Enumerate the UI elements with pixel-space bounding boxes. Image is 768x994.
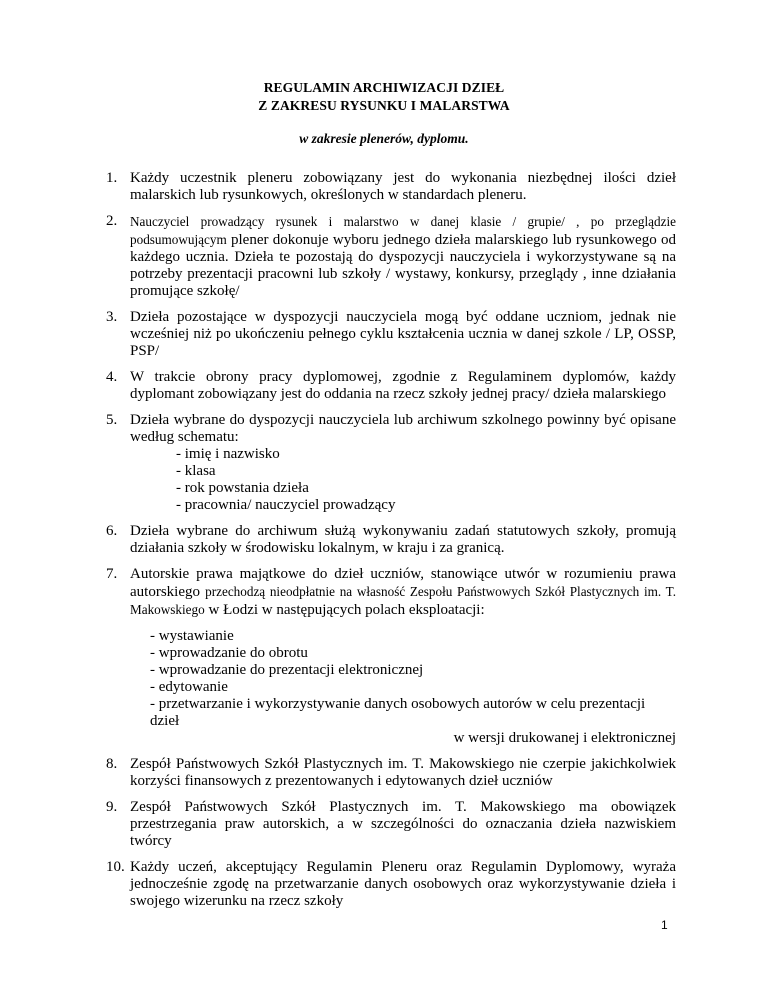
item-body	[130, 566, 676, 747]
list-item-8	[106, 756, 676, 790]
document-title-line2: Z ZAKRESU RYSUNKU I MALARSTWA	[258, 98, 510, 113]
item-number: 7.	[106, 566, 118, 582]
item-text-condensed: Nauczyciel prowadzący rysunek i malarstwo w danej klasie / grupie/ , po przeglądzie podsumowującym	[130, 214, 676, 247]
item-number: 10.	[106, 859, 125, 875]
document-subtitle: w zakresie plenerów, dyplomu.	[299, 131, 469, 146]
item-text	[130, 566, 676, 619]
item-text: Każdy uczeń, akceptujący Regulamin Pleneru oraz Regulamin Dyplomowy, wyraża jednocześnie zgodę na przetwarzanie danych osobowych oraz wykorzystywanie dzieła i swojego wizerunku na rzecz szkoły	[130, 859, 676, 909]
item-text: Każdy uczestnik pleneru zobowiązany jest do wykonania niezbędnej ilości dzieł malarskich lub rysunkowych, określonych w standardach pleneru.	[130, 170, 676, 203]
document-title-line1: REGULAMIN ARCHIWIZACJI DZIEŁ	[263, 80, 505, 95]
exploitation-field: - edytowanie	[150, 679, 228, 695]
item-text: Zespół Państwowych Szkół Plastycznych im. T. Makowskiego nie czerpie jakichkolwiek korzyści finansowych z prezentowanych i edytowanych dzieł uczniów	[130, 756, 676, 789]
schema-field: - rok powstania dzieła	[176, 480, 309, 496]
item-text-rest: plener dokonuje wyboru jednego dzieła malarskiego lub rysunkowego od każdego ucznia. Dzieła te pozostają do dyspozycji nauczyciela i wykorzystywane są na potrzeby prezentacji pracowni lub szkoły / wystawy, konkursy, przeglądy , inne działania promujące szkołę/	[130, 232, 676, 299]
item-body	[130, 412, 676, 514]
item-number: 9.	[106, 799, 118, 815]
item-text: Dzieła wybrane do archiwum służą wykonywaniu zadań statutowych szkoły, promują działania szkoły w środowisku lokalnym, w kraju i za granicą.	[130, 523, 676, 556]
item-number: 6.	[106, 523, 118, 539]
list-item-2	[106, 213, 676, 300]
item-number: 1.	[106, 170, 118, 186]
list-item-3	[106, 309, 676, 360]
item-text	[130, 213, 676, 300]
item-text: Zespół Państwowych Szkół Plastycznych im. T. Makowskiego ma obowiązek przestrzegania praw autorskich, a w szczególności do oznaczania dzieła nazwiskiem twórcy	[130, 799, 676, 849]
list-item-1	[106, 170, 676, 204]
list-item-5	[106, 412, 676, 514]
exploitation-field: - wystawianie	[150, 628, 234, 644]
item-number: 4.	[106, 369, 118, 385]
schema-field: - klasa	[176, 463, 216, 479]
schema-field: - imię i nazwisko	[176, 446, 280, 462]
page-number: 1	[661, 918, 668, 932]
item-text: Dzieła pozostające w dyspozycji nauczyciela mogą być oddane uczniom, jednak nie wcześniej niż po ukończeniu pełnego cyklu kształcenia ucznia w danej szkole / LP, OSSP, PSP/	[130, 309, 676, 359]
list-item-10	[106, 859, 676, 910]
exploitation-field: - przetwarzanie i wykorzystywanie danych osobowych autorów w celu prezentacji dzieł	[150, 696, 646, 729]
item-text-condensed: przechodzą nieodpłatnie na własność Zespołu Państwowych Szkół Plastycznych im. T. Makowskiego	[130, 584, 676, 617]
item-text-part: w Łodzi w następujących polach eksploatacji:	[208, 602, 485, 618]
schema-field: - pracownia/ nauczyciel prowadzący	[176, 497, 396, 513]
item-number: 5.	[106, 412, 118, 428]
item-text: W trakcie obrony pracy dyplomowej, zgodnie z Regulaminem dyplomów, każdy dyplomant zobowiązany jest do oddania na rzecz szkoły jednej pracy/ dzieła malarskiego	[130, 369, 676, 402]
item-text: Dzieła wybrane do dyspozycji nauczyciela lub archiwum szkolnego powinny być opisane według schematu:	[130, 412, 676, 445]
list-item-7	[106, 566, 676, 747]
list-item-6	[106, 523, 676, 557]
item-text-part: Autorskie prawa majątkowe do dzieł uczniów, stanowiące utwór w rozumieniu prawa autorskiego	[130, 566, 676, 600]
item-number: 8.	[106, 756, 118, 772]
exploitation-field: - wprowadzanie do prezentacji elektronicznej	[150, 662, 424, 678]
exploitation-field-continuation: w wersji drukowanej i elektronicznej	[453, 730, 676, 746]
list-item-4	[106, 369, 676, 403]
item-number: 2.	[106, 213, 118, 229]
exploitation-field: - wprowadzanie do obrotu	[150, 645, 308, 661]
list-item-9	[106, 799, 676, 850]
item-number: 3.	[106, 309, 118, 325]
